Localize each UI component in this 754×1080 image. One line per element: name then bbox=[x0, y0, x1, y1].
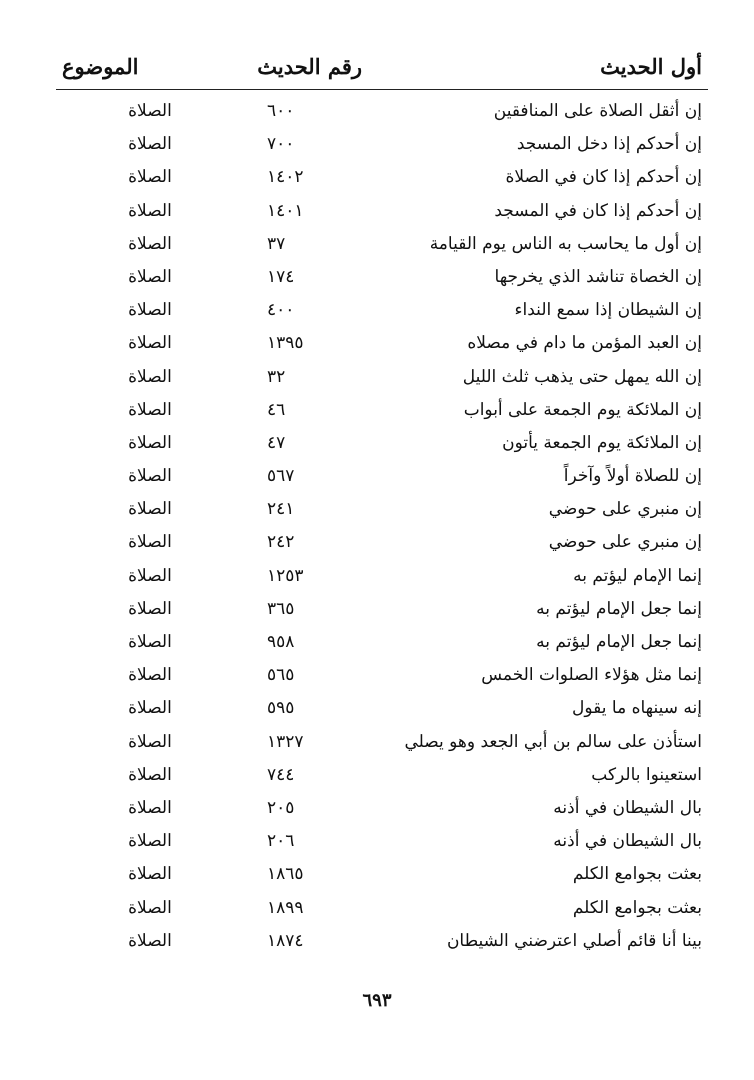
hadith-first-words: إنما جعل الإمام ليؤتم به bbox=[536, 598, 702, 619]
hadith-number: ٢٤٢ bbox=[267, 532, 295, 553]
hadith-topic: الصلاة bbox=[128, 266, 172, 287]
table-row bbox=[62, 429, 702, 462]
hadith-topic: الصلاة bbox=[128, 831, 172, 852]
hadith-first-words: بينا أنا قائم أصلي اعترضني الشيطان bbox=[446, 930, 702, 951]
index-table-body bbox=[62, 97, 702, 960]
hadith-first-words: إن أحدكم إذا كان في المسجد bbox=[494, 200, 702, 221]
hadith-topic: الصلاة bbox=[128, 665, 172, 686]
hadith-topic: الصلاة bbox=[128, 532, 172, 553]
hadith-number: ٣٦٥ bbox=[267, 598, 295, 619]
page-number: ٦٩٣ bbox=[362, 990, 392, 1011]
hadith-first-words: إن الشيطان إذا سمع النداء bbox=[514, 300, 702, 321]
table-row bbox=[62, 329, 702, 362]
table-row bbox=[62, 927, 702, 960]
hadith-number: ٧٠٠ bbox=[267, 134, 295, 155]
hadith-number: ٧٤٤ bbox=[267, 764, 295, 785]
hadith-first-words: استأذن على سالم بن أبي الجعد وهو يصلي bbox=[404, 731, 702, 752]
table-row bbox=[62, 363, 702, 396]
hadith-first-words: إن منبري على حوضي bbox=[548, 499, 702, 520]
hadith-first-words: إن الخصاة تناشد الذي يخرجها bbox=[494, 266, 702, 287]
table-row bbox=[62, 396, 702, 429]
hadith-topic: الصلاة bbox=[128, 101, 172, 121]
hadith-topic: الصلاة bbox=[128, 300, 172, 321]
hadith-topic: الصلاة bbox=[128, 399, 172, 420]
hadith-topic: الصلاة bbox=[128, 632, 172, 652]
hadith-number: ٤٦ bbox=[267, 399, 286, 420]
column-header-hadith-number: رقم الحديث bbox=[257, 54, 362, 79]
hadith-number: ٥٦٧ bbox=[267, 466, 295, 487]
hadith-number: ٤٠٠ bbox=[267, 300, 295, 321]
column-header-first-words: أول الحديث bbox=[600, 54, 702, 79]
hadith-first-words: إن أول ما يحاسب به الناس يوم القيامة bbox=[429, 233, 702, 254]
hadith-topic: الصلاة bbox=[128, 565, 172, 586]
hadith-number: ٥٩٥ bbox=[267, 698, 295, 719]
hadith-first-words: إنما مثل هؤلاء الصلوات الخمس bbox=[481, 665, 702, 686]
hadith-first-words: بال الشيطان في أذنه bbox=[553, 831, 702, 852]
hadith-number: ٦٠٠ bbox=[267, 101, 295, 121]
table-row bbox=[62, 130, 702, 163]
hadith-topic: الصلاة bbox=[128, 797, 172, 818]
hadith-topic: الصلاة bbox=[128, 466, 172, 487]
hadith-first-words: إن الملائكة يوم الجمعة على أبواب bbox=[463, 399, 702, 420]
hadith-topic: الصلاة bbox=[128, 366, 172, 387]
table-row bbox=[62, 794, 702, 827]
table-row bbox=[62, 296, 702, 329]
hadith-number: ١٣٩٥ bbox=[267, 333, 304, 354]
hadith-number: ١٨٧٤ bbox=[267, 930, 304, 951]
hadith-topic: الصلاة bbox=[128, 698, 172, 719]
hadith-number: ٣٧ bbox=[267, 233, 286, 254]
hadith-first-words: إنما الإمام ليؤتم به bbox=[573, 565, 702, 586]
table-row bbox=[62, 728, 702, 761]
hadith-first-words: إنه سينهاه ما يقول bbox=[572, 698, 702, 719]
hadith-topic: الصلاة bbox=[128, 864, 172, 885]
table-row bbox=[62, 860, 702, 893]
table-row bbox=[62, 761, 702, 794]
hadith-first-words: إن منبري على حوضي bbox=[548, 532, 702, 553]
hadith-topic: الصلاة bbox=[128, 200, 172, 221]
hadith-number: ١٧٤ bbox=[267, 266, 295, 287]
hadith-number: ٤٧ bbox=[267, 432, 286, 453]
table-row bbox=[62, 495, 702, 528]
hadith-number: ١٤٠١ bbox=[267, 200, 304, 221]
hadith-first-words: استعينوا بالركب bbox=[591, 764, 702, 785]
table-row bbox=[62, 661, 702, 694]
hadith-topic: الصلاة bbox=[128, 897, 172, 918]
hadith-topic: الصلاة bbox=[128, 764, 172, 785]
hadith-topic: الصلاة bbox=[128, 333, 172, 354]
hadith-topic: الصلاة bbox=[128, 731, 172, 752]
hadith-number: ١٢٥٣ bbox=[267, 565, 304, 586]
hadith-topic: الصلاة bbox=[128, 233, 172, 254]
hadith-number: ٢٠٦ bbox=[267, 831, 295, 852]
table-row bbox=[62, 694, 702, 727]
hadith-first-words: إن أثقل الصلاة على المنافقين bbox=[493, 101, 702, 121]
hadith-number: ٢٠٥ bbox=[267, 797, 295, 818]
table-row bbox=[62, 97, 702, 130]
hadith-number: ٣٢ bbox=[267, 366, 286, 387]
hadith-topic: الصلاة bbox=[128, 930, 172, 951]
hadith-topic: الصلاة bbox=[128, 499, 172, 520]
table-row bbox=[62, 562, 702, 595]
hadith-first-words: إن العبد المؤمن ما دام في مصلاه bbox=[467, 333, 702, 354]
hadith-number: ١٨٩٩ bbox=[267, 897, 304, 918]
hadith-number: ١٣٢٧ bbox=[267, 731, 304, 752]
hadith-number: ١٨٦٥ bbox=[267, 864, 304, 885]
hadith-number: ٢٤١ bbox=[267, 499, 295, 520]
hadith-topic: الصلاة bbox=[128, 134, 172, 155]
table-row bbox=[62, 230, 702, 263]
column-header-topic: الموضوع bbox=[62, 54, 139, 79]
table-row bbox=[62, 263, 702, 296]
hadith-first-words: بال الشيطان في أذنه bbox=[553, 797, 702, 818]
hadith-first-words: إنما جعل الإمام ليؤتم به bbox=[536, 632, 702, 652]
hadith-first-words: إن الملائكة يوم الجمعة يأتون bbox=[502, 432, 702, 453]
hadith-topic: الصلاة bbox=[128, 432, 172, 453]
hadith-first-words: إن الله يمهل حتى يذهب ثلث الليل bbox=[462, 366, 702, 387]
table-row bbox=[62, 462, 702, 495]
table-row bbox=[62, 197, 702, 230]
table-row bbox=[62, 628, 702, 661]
table-row bbox=[62, 595, 702, 628]
hadith-number: ٩٥٨ bbox=[267, 632, 295, 652]
hadith-first-words: إن أحدكم إذا كان في الصلاة bbox=[505, 167, 702, 188]
table-row bbox=[62, 894, 702, 927]
hadith-number: ١٤٠٢ bbox=[267, 167, 304, 188]
hadith-number: ٥٦٥ bbox=[267, 665, 295, 686]
table-row bbox=[62, 827, 702, 860]
table-header bbox=[62, 54, 702, 86]
hadith-topic: الصلاة bbox=[128, 598, 172, 619]
hadith-first-words: إن للصلاة أولاً وآخراً bbox=[563, 466, 702, 487]
header-divider bbox=[56, 89, 708, 90]
table-row bbox=[62, 163, 702, 196]
hadith-topic: الصلاة bbox=[128, 167, 172, 188]
hadith-first-words: إن أحدكم إذا دخل المسجد bbox=[516, 134, 702, 155]
table-row bbox=[62, 528, 702, 561]
hadith-first-words: بعثت بجوامع الكلم bbox=[572, 864, 702, 885]
hadith-first-words: بعثت بجوامع الكلم bbox=[572, 897, 702, 918]
